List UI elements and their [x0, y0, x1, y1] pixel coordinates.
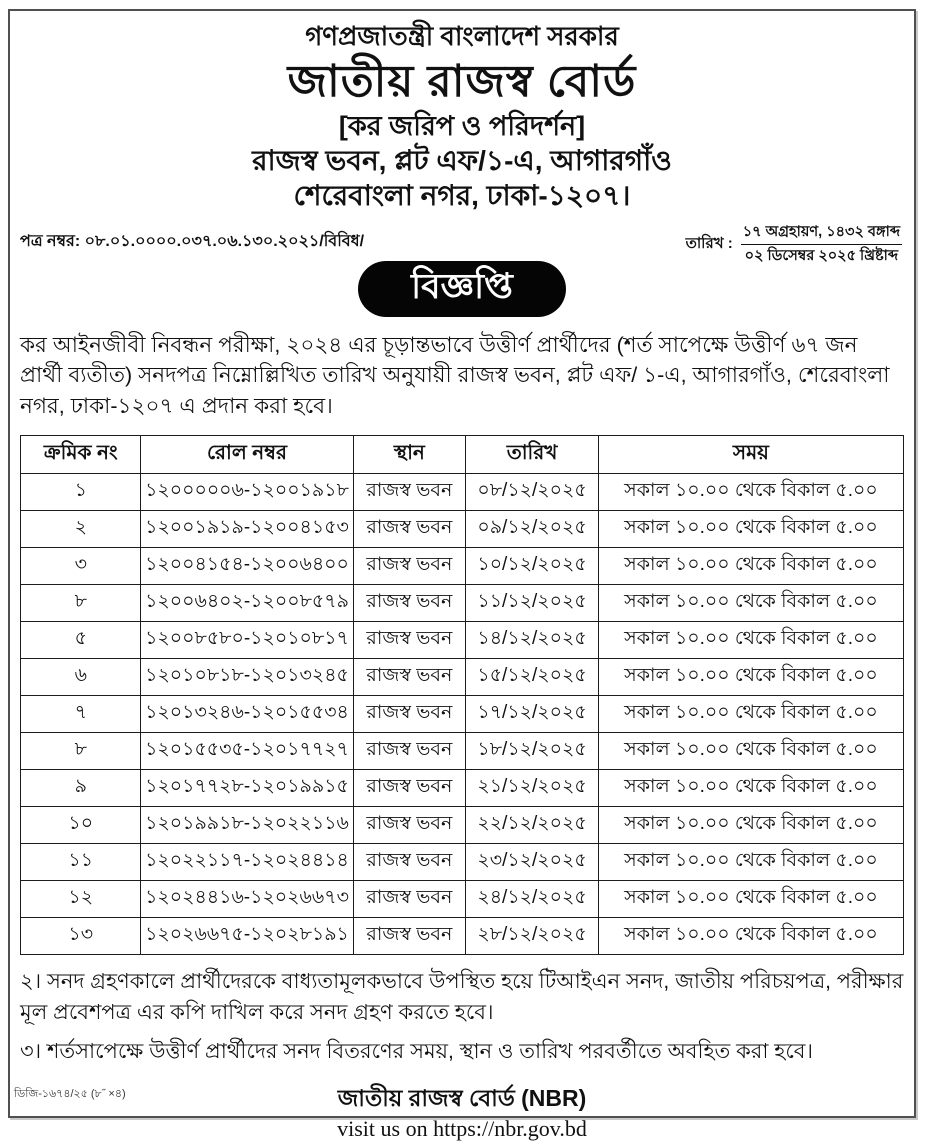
cell-venue: রাজস্ব ভবন — [353, 733, 465, 770]
cell-serial: ৯ — [21, 770, 141, 807]
notes-section — [20, 967, 904, 1067]
cell-roll: ১২০০০০০৬-১২০০১৯১৮ — [141, 474, 354, 511]
notice-badge: বিজ্ঞপ্তি — [358, 261, 566, 317]
date-stack — [741, 222, 902, 267]
table-row — [21, 844, 903, 881]
cell-date: ২১/১২/২০২৫ — [465, 770, 599, 807]
cell-roll: ১২০০৮৫৮০-১২০১০৮১৭ — [141, 622, 354, 659]
cell-roll: ১২০১০৮১৮-১২০১৩২৪৫ — [141, 659, 354, 696]
document-header — [16, 21, 908, 214]
cell-date: ০৯/১২/২০২৫ — [465, 511, 599, 548]
cell-date: ১৫/১২/২০২৫ — [465, 659, 599, 696]
cell-venue: রাজস্ব ভবন — [353, 770, 465, 807]
cell-date: ২৩/১২/২০২৫ — [465, 844, 599, 881]
cell-time: সকাল ১০.০০ থেকে বিকাল ৫.০০ — [599, 622, 903, 659]
cell-date: ১০/১২/২০২৫ — [465, 548, 599, 585]
cell-venue: রাজস্ব ভবন — [353, 511, 465, 548]
cell-time: সকাল ১০.০০ থেকে বিকাল ৫.০০ — [599, 918, 903, 955]
table-row — [21, 733, 903, 770]
cell-serial: ১৩ — [21, 918, 141, 955]
header-roll: রোল নম্বর — [141, 436, 354, 474]
cell-roll: ১২০২২১১৭-১২০২৪৪১৪ — [141, 844, 354, 881]
letter-number: পত্র নম্বর: ০৮.০১.০০০০.০৩৭.০৬.১৩০.২০২১/বিবিধ/ — [20, 232, 365, 250]
cell-venue: রাজস্ব ভবন — [353, 881, 465, 918]
table-row — [21, 918, 903, 955]
organization-name: জাতীয় রাজস্ব বোর্ড — [287, 56, 637, 106]
footer-website-text: visit us on https://nbr.gov.bd — [337, 1116, 587, 1142]
cell-date: ১৪/১২/২০২৫ — [465, 622, 599, 659]
address-line-1: রাজস্ব ভবন, প্লট এফ/১-এ, আগারগাঁও — [252, 145, 672, 177]
cell-date: ১৭/১২/২০২৫ — [465, 696, 599, 733]
cell-venue: রাজস্ব ভবন — [353, 474, 465, 511]
cell-serial: ২ — [21, 511, 141, 548]
cell-date: ১৮/১২/২০২৫ — [465, 733, 599, 770]
note-3: ৩। শর্তসাপেক্ষে উত্তীর্ণ প্রার্থীদের সনদ বিতরণের সময়, স্থান ও তারিখ পরবর্তীতে অবহিত করা হবে। — [20, 1040, 813, 1064]
cell-time: সকাল ১০.০০ থেকে বিকাল ৫.০০ — [599, 770, 903, 807]
department-name: [কর জরিপ ও পরিদর্শন] — [338, 111, 586, 142]
table-row — [21, 585, 903, 622]
table-row — [21, 696, 903, 733]
cell-time: সকাল ১০.০০ থেকে বিকাল ৫.০০ — [599, 696, 903, 733]
cell-time: সকাল ১০.০০ থেকে বিকাল ৫.০০ — [599, 548, 903, 585]
address-line-2: শেরেবাংলা নগর, ঢাকা-১২০৭। — [293, 180, 631, 212]
cell-time: সকাল ১০.০০ থেকে বিকাল ৫.০০ — [599, 881, 903, 918]
cell-date: ১১/১২/২০২৫ — [465, 585, 599, 622]
cell-roll: ১২০১৯৯১৮-১২০২২১১৬ — [141, 807, 354, 844]
intro-paragraph: কর আইনজীবী নিবন্ধন পরীক্ষা, ২০২৪ এর চূড়ান্তভাবে উত্তীর্ণ প্রার্থীদের (শর্ত সাপেক্ষে উত্তীর্ণ ৬৭ জন প্রার্থী ব্যতীত) সনদপত্র নিম্নোল্লিখিত তারিখ অনুযায়ী রাজস্ব ভবন, প্লট এফ/ ১-এ, আগারগাঁও, শেরেবাংলা নগর, ঢাকা-১২০৭ এ প্রদান করা হবে। — [20, 332, 890, 418]
cell-serial: ৮ — [21, 733, 141, 770]
table-row — [21, 548, 903, 585]
cell-serial: ৭ — [21, 696, 141, 733]
cell-time: সকাল ১০.০০ থেকে বিকাল ৫.০০ — [599, 585, 903, 622]
header-venue: স্থান — [353, 436, 465, 474]
cell-date: ০৮/১২/২০২৫ — [465, 474, 599, 511]
cell-time: সকাল ১০.০০ থেকে বিকাল ৫.০০ — [599, 844, 903, 881]
cell-time: সকাল ১০.০০ থেকে বিকাল ৫.০০ — [599, 733, 903, 770]
table-row — [21, 474, 903, 511]
notice-sheet — [8, 9, 916, 1142]
cell-roll: ১২০১৭৭২৮-১২০১৯৯১৫ — [141, 770, 354, 807]
cell-venue: রাজস্ব ভবন — [353, 622, 465, 659]
cell-venue: রাজস্ব ভবন — [353, 585, 465, 622]
cell-serial: ১১ — [21, 844, 141, 881]
schedule-table — [20, 435, 903, 955]
header-time: সময় — [599, 436, 903, 474]
cell-serial: ৩ — [21, 548, 141, 585]
government-name: গণপ্রজাতন্ত্রী বাংলাদেশ সরকার — [305, 21, 619, 51]
note-2: ২। সনদ গ্রহণকালে প্রার্থীদেরকে বাধ্যতামূলকভাবে উপস্থিত হয়ে টিআইএন সনদ, জাতীয় পরিচয়পত্র, পরীক্ষার মূল প্রবেশপত্র এর কপি দাখিল করে সনদ গ্রহণ করতে হবে। — [20, 970, 904, 1024]
table-row — [21, 770, 903, 807]
header-date: তারিখ — [465, 436, 599, 474]
cell-serial: ৮ — [21, 585, 141, 622]
date-block — [686, 222, 904, 267]
cell-serial: ৬ — [21, 659, 141, 696]
cell-date: ২২/১২/২০২৫ — [465, 807, 599, 844]
cell-roll: ১২০০১৯১৯-১২০০৪১৫৩ — [141, 511, 354, 548]
cell-date: ২৮/১২/২০২৫ — [465, 918, 599, 955]
cell-serial: ১০ — [21, 807, 141, 844]
cell-time: সকাল ১০.০০ থেকে বিকাল ৫.০০ — [599, 511, 903, 548]
cell-roll: ১২০০৪১৫৪-১২০০৬৪০০ — [141, 548, 354, 585]
cell-venue: রাজস্ব ভবন — [353, 659, 465, 696]
date-bangla: ১৭ অগ্রহায়ণ, ১৪৩২ বঙ্গাব্দ — [741, 222, 902, 245]
cell-venue: রাজস্ব ভবন — [353, 918, 465, 955]
cell-serial: ১ — [21, 474, 141, 511]
table-header-row — [21, 436, 903, 474]
cell-time: সকাল ১০.০০ থেকে বিকাল ৫.০০ — [599, 659, 903, 696]
document-footer — [16, 1084, 908, 1144]
cell-venue: রাজস্ব ভবন — [353, 844, 465, 881]
table-row — [21, 881, 903, 918]
header-serial: ক্রমিক নং — [21, 436, 141, 474]
table-row — [21, 659, 903, 696]
cell-venue: রাজস্ব ভবন — [353, 548, 465, 585]
table-row — [21, 511, 903, 548]
cell-venue: রাজস্ব ভবন — [353, 807, 465, 844]
table-row — [21, 622, 903, 659]
date-label: তারিখ : — [685, 234, 733, 252]
cell-roll: ১২০১৩২৪৬-১২০১৫৫৩৪ — [141, 696, 354, 733]
table-row — [21, 807, 903, 844]
cell-venue: রাজস্ব ভবন — [353, 696, 465, 733]
cell-time: সকাল ১০.০০ থেকে বিকাল ৫.০০ — [599, 807, 903, 844]
cell-date: ২৪/১২/২০২৫ — [465, 881, 599, 918]
cell-roll: ১২০২৪৪১৬-১২০২৬৬৭৩ — [141, 881, 354, 918]
cell-time: সকাল ১০.০০ থেকে বিকাল ৫.০০ — [599, 474, 903, 511]
cell-serial: ৫ — [21, 622, 141, 659]
footer-organization: জাতীয় রাজস্ব বোর্ড (NBR) — [337, 1084, 587, 1111]
print-code: ডিজি-১৬৭৪/২৫ (৮˝ ×৪) — [14, 1088, 126, 1100]
cell-roll: ১২০১৫৫৩৫-১২০১৭৭২৭ — [141, 733, 354, 770]
cell-serial: ১২ — [21, 881, 141, 918]
date-gregorian: ০২ ডিসেম্বর ২০২৫ খ্রিষ্টাব্দ — [744, 247, 899, 264]
cell-roll: ১২০২৬৬৭৫-১২০২৮১৯১ — [141, 918, 354, 955]
cell-roll: ১২০০৬৪০২-১২০০৮৫৭৯ — [141, 585, 354, 622]
notice-badge-wrap — [16, 261, 908, 317]
